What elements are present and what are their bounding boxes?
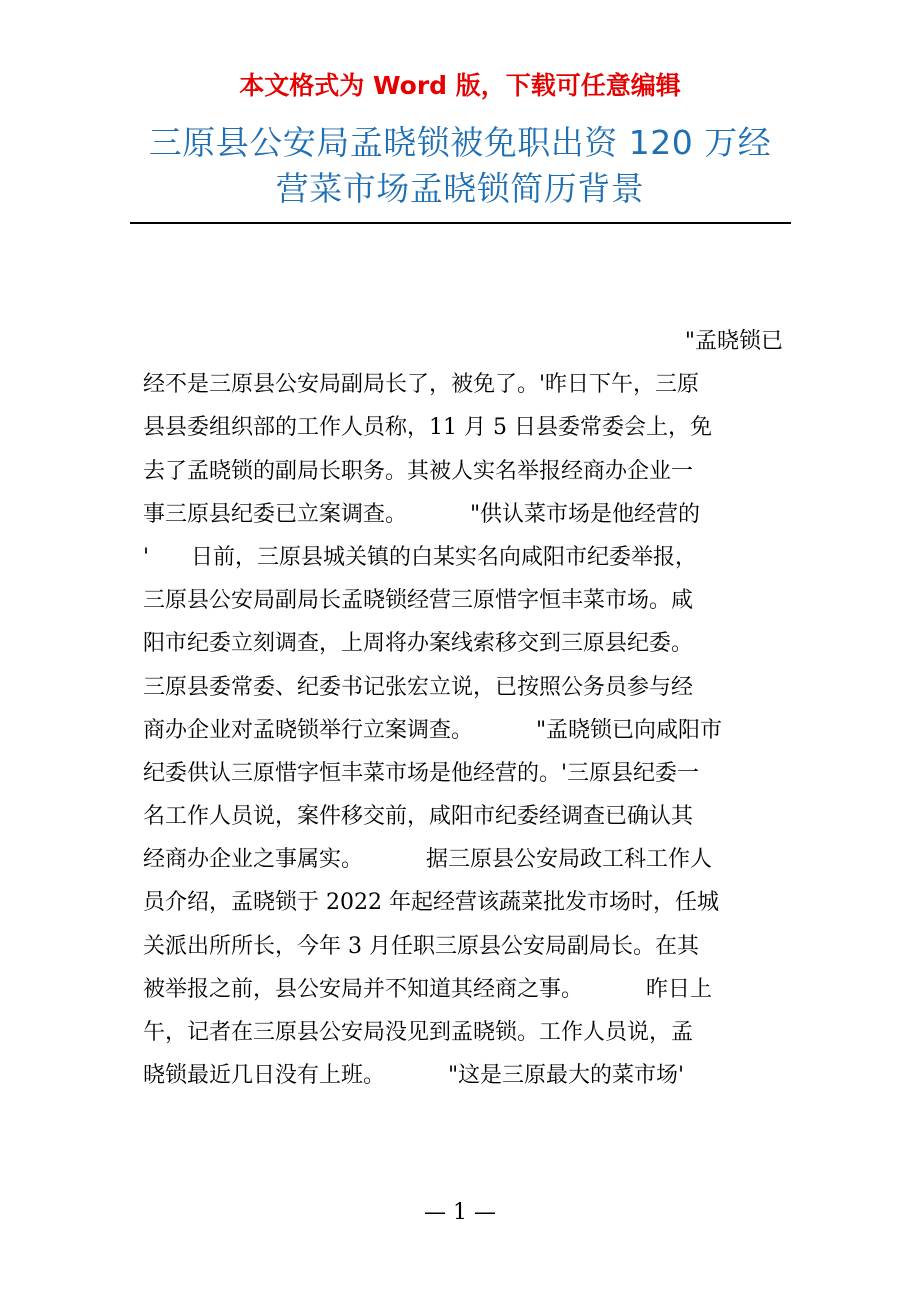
body-line: 经不是三原县公安局副局长了，被免了。'昨日下午，三原 [143, 372, 700, 398]
title-divider [130, 222, 791, 224]
body-line: 县县委组织部的工作人员称，11 月 5 日县委常委会上，免 [143, 415, 712, 441]
body-line: 阳市纪委立刻调查，上周将办案线索移交到三原县纪委。 [143, 631, 694, 657]
page-number: — 1 — [424, 1200, 496, 1225]
body-line: ' 日前，三原县城关镇的白某实名向咸阳市纪委举报， [143, 544, 698, 570]
body-line: 员介绍，孟晓锁于 2022 年起经营该蔬菜批发市场时，任城 [143, 890, 719, 916]
body-line: "孟晓锁已 [684, 329, 783, 354]
body-line: 事三原县纪委已立案调查。 "供认菜市场是他经营的 [143, 501, 701, 527]
article-body [143, 320, 783, 1097]
document-title [100, 120, 820, 212]
title-line-2: 营菜市场孟晓锁简历背景 [275, 169, 645, 208]
body-line: 名工作人员说，案件移交前，咸阳市纪委经调查已确认其 [143, 804, 694, 830]
body-line: 去了孟晓锁的副局长职务。其被人实名举报经商办企业一 [143, 458, 694, 484]
body-line: 关派出所所长，今年 3 月任职三原县公安局副局长。在其 [143, 933, 699, 959]
body-line: 三原县委常委、纪委书记张宏立说，已按照公务员参与经 [143, 674, 694, 700]
body-line: 午，记者在三原县公安局没见到孟晓锁。工作人员说，孟 [143, 1020, 694, 1045]
title-line-1: 三原县公安局孟晓锁被免职出资 120 万经 [148, 123, 772, 162]
download-banner: 本文格式为 Word 版，下载可任意编辑 [239, 71, 681, 100]
body-line: 经商办企业之事属实。 据三原县公安局政工科工作人 [143, 847, 712, 873]
body-line: 纪委供认三原惜字恒丰菜市场是他经营的。'三原县纪委一 [143, 760, 700, 786]
body-line: 晓锁最近几日没有上班。 "这是三原最大的菜市场' [143, 1063, 685, 1089]
body-line: 被举报之前，县公安局并不知道其经商之事。 昨日上 [143, 976, 712, 1002]
body-line: 三原县公安局副局长孟晓锁经营三原惜字恒丰菜市场。咸 [143, 588, 694, 614]
body-line: 商办企业对孟晓锁举行立案调查。 "孟晓锁已向咸阳市 [143, 717, 723, 743]
